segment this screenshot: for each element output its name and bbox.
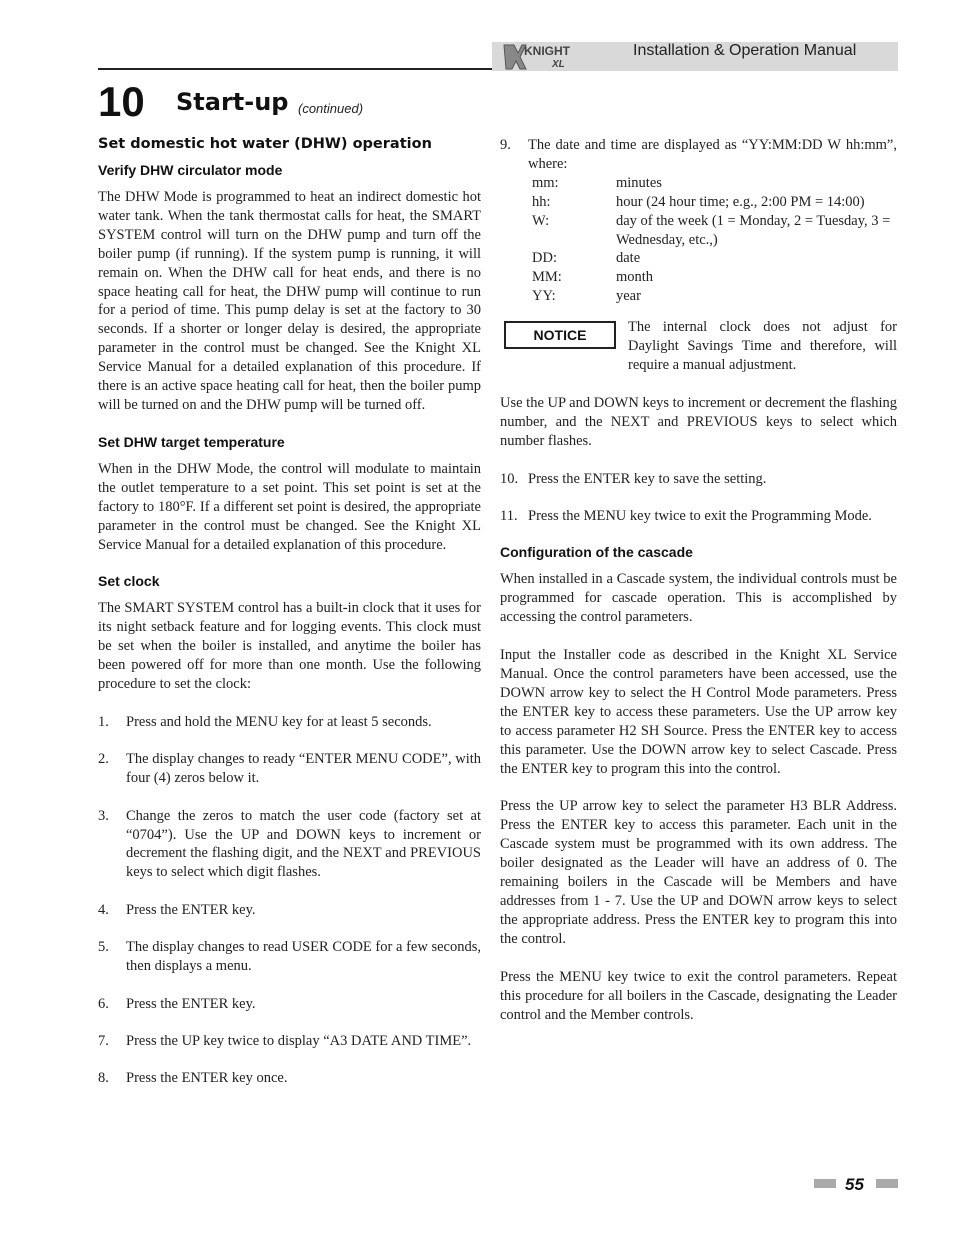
manual-title: Installation & Operation Manual — [633, 42, 857, 59]
notice-text: The internal clock does not adjust for Daylight Savings Time and therefore, will require a manual adjustment. — [628, 319, 897, 373]
list-item: 5. The display changes to read USER CODE for a few seconds, then displays a menu. — [98, 939, 481, 975]
paragraph: Press the UP arrow key to select the parameter H3 BLR Address. Press the ENTER key to access this parameter. Each unit in the Cascade system must be programmed with its own address. The boiler designated as the Leader will have an address of 0. The remaining boilers in the Cascade will be Members and have addresses from 1 - 7. Use the UP and DOWN arrow keys to select the appropriate address. Press the ENTER key to program this into the control. — [500, 798, 897, 947]
list-item: 7. Press the UP key twice to display “A3 DATE AND TIME”. — [98, 1032, 472, 1049]
page-number: 55 — [845, 1175, 864, 1194]
def-term: hh: — [532, 193, 551, 210]
list-item: 3. Change the zeros to match the user code (factory set at “0704”). Use the UP and DOWN keys to increment or decrement the flashing digit, and the NEXT and PREVIOUS keys to select which digit flashes. — [98, 807, 481, 881]
list-item: 6. Press the ENTER key. — [98, 995, 256, 1012]
def-term: W: — [532, 212, 550, 229]
def-term: YY: — [532, 288, 556, 305]
def-desc: minutes — [616, 174, 662, 191]
list-item: 2. The display changes to ready “ENTER MENU CODE”, with four (4) zeros below it. — [98, 751, 481, 787]
right-column — [500, 136, 897, 1043]
definition-list — [532, 174, 897, 306]
def-desc: day of the week (1 = Monday, 2 = Tuesday, 3 = Wednesday, etc.,) — [616, 212, 891, 248]
list-item: 10. Press the ENTER key to save the setting. — [500, 470, 767, 487]
paragraph: Use the UP and DOWN keys to increment or decrement the flashing number, and the NEXT and PREVIOUS keys to select which number flashes. — [500, 394, 897, 449]
paragraph: The DHW Mode is programmed to heat an indirect domestic hot water tank. When the tank thermostat calls for heat, the SMART SYSTEM control will turn on the DHW pump and turn off the boiler pump (if running). If the system pump is running, it will remain on. When the DHW call for heat ends, and there is no space heating call for heat, the DHW pump will continue to run for a period of time. This pump delay is set at the factory to 30 seconds. If a shorter or longer delay is desired, the appropriate parameter in the control must be changed. See the Knight XL Service Manual for a detailed explanation of this procedure. If there is an active space heating call for heat, then the boiler pump will be turned on and the DHW pump will be turned off. — [98, 189, 481, 413]
def-term: mm: — [532, 174, 559, 191]
list-item: 1. Press and hold the MENU key for at least 5 seconds. — [98, 713, 432, 730]
logo-text: KNIGHT — [524, 44, 570, 58]
notice-callout — [500, 318, 897, 375]
def-desc: year — [616, 288, 641, 305]
list-item: 9. The date and time are displayed as “YY:MM:DD W hh:mm”, where: — [500, 137, 897, 172]
chapter-number: 10 — [98, 78, 145, 125]
subsection-heading: Set DHW target temperature — [98, 433, 285, 450]
def-term: MM: — [532, 269, 562, 286]
subsection-heading: Verify DHW circulator mode — [98, 162, 283, 178]
footer-bar — [814, 1179, 836, 1188]
section-title: Set domestic hot water (DHW) operation — [98, 136, 432, 152]
def-desc: date — [616, 250, 641, 267]
def-desc: month — [616, 269, 654, 286]
paragraph: When in the DHW Mode, the control will modulate to maintain the outlet temperature to a set point. This set point is set at the factory to 180°F. If a different set point is desired, the appropriate parameter in the control must be changed. See the Knight XL Service Manual for a detailed explanation of this procedure. — [98, 460, 481, 553]
knight-xl-logo — [500, 41, 580, 71]
paragraph: The SMART SYSTEM control has a built-in clock that it uses for its night setback feature and for logging events. This clock must be set when the boiler is installed, and anytime the boiler has been powered off for more than one month. Use the following procedure to set the clock: — [98, 600, 481, 693]
footer-bar — [876, 1179, 898, 1188]
paragraph: Input the Installer code as described in the Knight XL Service Manual. Once the control parameters have been accessed, use the DOWN arrow key to select the H Control Mode parameters. Press the ENTER key to access these parameters. Use the UP arrow key to access parameter H2 SH Source. Press the ENTER key to access this parameter. Use the DOWN arrow key to select Cascade. Press the ENTER key to program this into the control. — [500, 647, 897, 777]
notice-label: NOTICE — [504, 321, 616, 349]
subsection-heading: Configuration of the cascade — [500, 544, 693, 561]
def-term: DD: — [532, 250, 557, 267]
def-desc: hour (24 hour time; e.g., 2:00 PM = 14:00) — [616, 193, 865, 210]
logo-subtext: XL — [552, 59, 565, 70]
list-item: 4. Press the ENTER key. — [98, 901, 256, 918]
chapter-title: Start-up — [176, 88, 289, 116]
list-item: 8. Press the ENTER key once. — [98, 1070, 288, 1087]
paragraph: Press the MENU key twice to exit the control parameters. Repeat this procedure for all boilers in the Cascade, designating the Leader control and the Member controls. — [500, 968, 897, 1023]
chapter-continued: (continued) — [298, 101, 364, 116]
list-item: 11. Press the MENU key twice to exit the Programming Mode. — [500, 508, 872, 524]
left-column — [98, 136, 481, 1107]
paragraph: When installed in a Cascade system, the individual controls must be programmed for cascade operation. This is accomplished by accessing the control parameters. — [500, 571, 897, 626]
subsection-heading: Set clock — [98, 573, 160, 590]
